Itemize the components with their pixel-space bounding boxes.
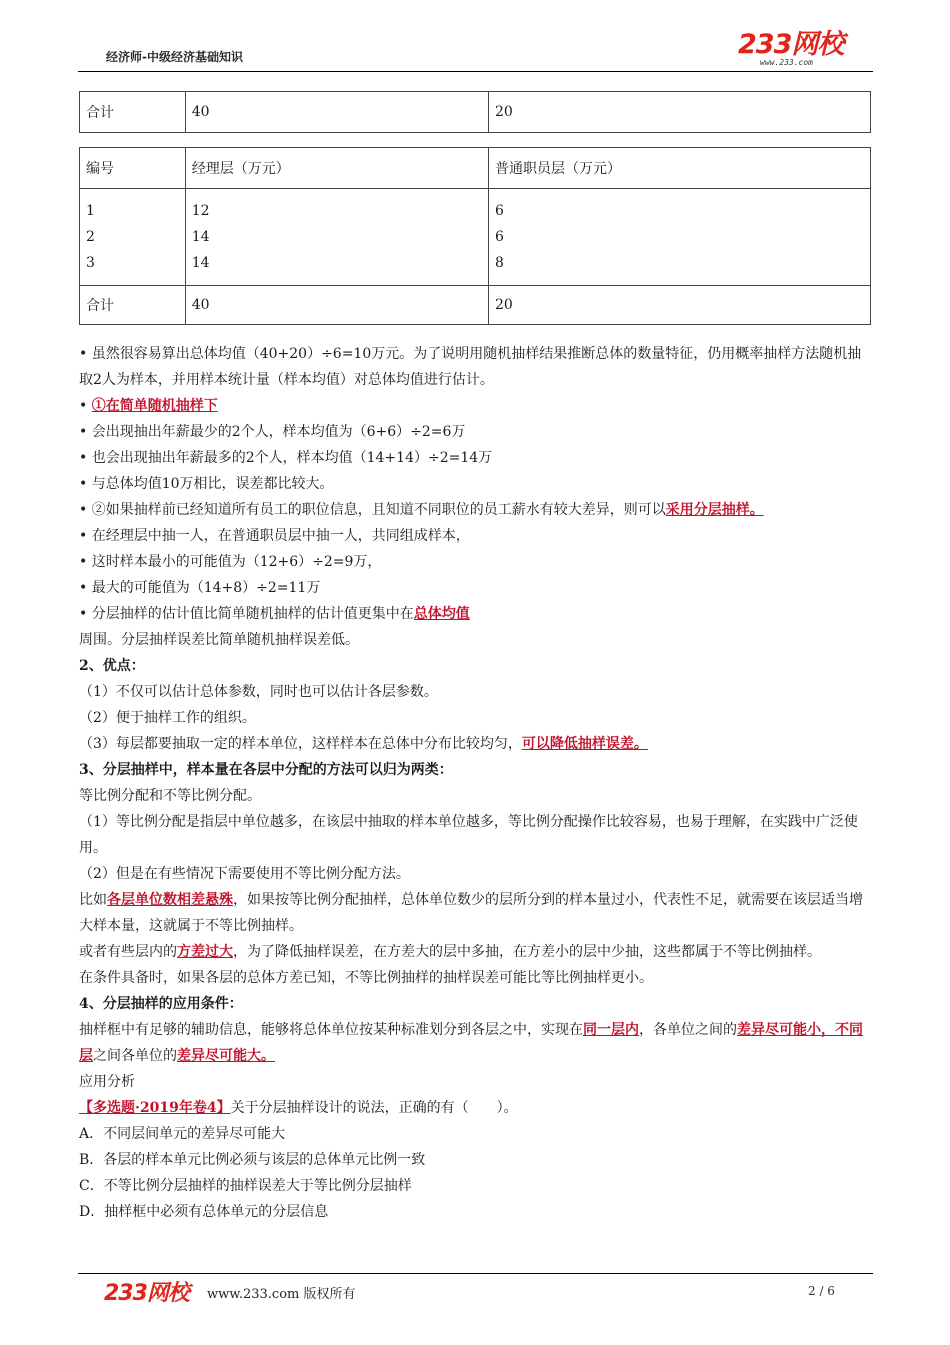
highlight-text: 差异尽可能大。 bbox=[177, 1048, 275, 1064]
text: （3）每层都要抽取一定的样本单位，这样样本在总体中分布比较均匀， bbox=[79, 736, 522, 752]
table-cell: 合计 bbox=[80, 92, 186, 133]
paragraph bbox=[79, 497, 874, 523]
paragraph: 周围。分层抽样误差比简单随机抽样误差低。 bbox=[79, 632, 359, 648]
paragraph bbox=[79, 939, 874, 965]
brand-logo[interactable] bbox=[738, 30, 873, 74]
logo-chinese: 网校 bbox=[791, 29, 844, 60]
logo-url: www.233.com bbox=[760, 58, 813, 67]
text: 抽样框中有足够的辅助信息，能够将总体单位按某种标准划分到各层之中，实现在 bbox=[79, 1022, 583, 1038]
paragraph: • 最大的可能值为（14+8）÷2=11万 bbox=[79, 580, 321, 596]
table-cell: 20 bbox=[488, 286, 870, 325]
highlight-text: 可以降低抽样误差。 bbox=[521, 736, 648, 752]
footer-divider bbox=[78, 1273, 873, 1274]
table-cell: 合计 bbox=[80, 286, 186, 325]
highlight-text: 同一层内 bbox=[583, 1022, 639, 1038]
cell-value: 14 bbox=[191, 255, 210, 271]
header-title: 经济师-中级经济基础知识 bbox=[106, 50, 243, 64]
page-number: 2 / 6 bbox=[808, 1284, 835, 1298]
highlight-text: ①在简单随机抽样下 bbox=[91, 398, 218, 414]
document-body bbox=[79, 341, 874, 1225]
paragraph: • 虽然很容易算出总体均值（40+20）÷6=10万元。为了说明用随机抽样结果推断总体的数量特征，仍用概率抽样方法随机抽取2人为样本，并用样本统计量（样本均值）对总体均值进行估计。 bbox=[79, 346, 862, 388]
footer-copyright: www.233.com 版权所有 bbox=[207, 1287, 356, 1302]
paragraph bbox=[79, 601, 874, 627]
table-cell: 40 bbox=[185, 92, 488, 133]
paragraph: • 在经理层中抽一人，在普通职员层中抽一人，共同组成样本， bbox=[79, 528, 470, 544]
paragraph: （2）但是在有些情况下需要使用不等比例分配方法。 bbox=[79, 866, 410, 882]
highlight-text: 方差过大 bbox=[177, 944, 233, 960]
cell-value: 6 bbox=[494, 203, 504, 219]
paragraph: 在条件具备时，如果各层的总体方差已知，不等比例抽样的抽样误差可能比等比例抽样更小。 bbox=[79, 970, 653, 986]
paragraph bbox=[79, 393, 874, 419]
question-text: 关于分层抽样设计的说法，正确的有（ ）。 bbox=[230, 1100, 518, 1116]
cell-value: 8 bbox=[494, 255, 504, 271]
section-heading: 4、分层抽样的应用条件： bbox=[79, 996, 243, 1012]
option-a: A．不同层间单元的差异尽可能大 bbox=[79, 1126, 286, 1142]
section-heading: 3、分层抽样中，样本量在各层中分配的方法可以归为两类： bbox=[79, 762, 453, 778]
cell-value: 6 bbox=[494, 229, 504, 245]
text: ，各单位之间的 bbox=[639, 1022, 737, 1038]
text: 或者有些层内的 bbox=[79, 944, 177, 960]
column-header: 普通职员层（万元） bbox=[488, 148, 870, 189]
paragraph: 等比例分配和不等比例分配。 bbox=[79, 788, 261, 804]
paragraph bbox=[79, 1017, 874, 1069]
header-divider bbox=[78, 71, 873, 72]
highlight-text: 总体均值 bbox=[413, 606, 470, 622]
table-cell: 40 bbox=[185, 286, 488, 325]
text: • 分层抽样的估计值比简单随机抽样的估计值更集中在 bbox=[79, 606, 414, 622]
paragraph: • 会出现抽出年薪最少的2个人，样本均值为（6+6）÷2=6万 bbox=[79, 424, 466, 440]
option-d: D．抽样框中必须有总体单元的分层信息 bbox=[79, 1204, 329, 1220]
column-header: 编号 bbox=[80, 148, 186, 189]
total-table-top bbox=[79, 91, 871, 133]
cell-value: 12 bbox=[191, 203, 210, 219]
text: 之间各单位的 bbox=[93, 1048, 177, 1064]
paragraph: （2）便于抽样工作的组织。 bbox=[79, 710, 256, 726]
option-b: B．各层的样本单元比例必须与该层的总体单元比例一致 bbox=[79, 1152, 426, 1168]
highlight-text: 各层单位数相差悬殊 bbox=[107, 892, 233, 908]
table-cell-staff bbox=[488, 189, 870, 286]
table-row bbox=[80, 189, 871, 286]
table-header-row bbox=[80, 148, 871, 189]
table-cell-manager bbox=[185, 189, 488, 286]
option-c: C．不等比例分层抽样的抽样误差大于等比例分层抽样 bbox=[79, 1178, 412, 1194]
table-row bbox=[80, 92, 871, 133]
text: • ②如果抽样前已经知道所有员工的职位信息，且知道不同职位的员工薪水有较大差异，则可以 bbox=[79, 502, 666, 518]
paragraph: • 与总体均值10万相比，误差都比较大。 bbox=[79, 476, 334, 492]
cell-value: 3 bbox=[86, 255, 95, 271]
paragraph: （1）不仅可以估计总体参数，同时也可以估计各层参数。 bbox=[79, 684, 438, 700]
table-cell-ids bbox=[80, 189, 186, 286]
cell-value: 14 bbox=[191, 229, 210, 245]
highlight-text: 采用分层抽样。 bbox=[665, 502, 764, 518]
highlight-text: 差异尽可能小，不同层 bbox=[79, 1022, 863, 1064]
cell-value: 2 bbox=[86, 229, 95, 245]
paragraph: • 这时样本最小的可能值为（12+6）÷2=9万， bbox=[79, 554, 382, 570]
column-header: 经理层（万元） bbox=[185, 148, 488, 189]
section-heading: 2、优点： bbox=[79, 658, 145, 674]
logo-number: 233 bbox=[738, 29, 792, 60]
question bbox=[79, 1095, 874, 1121]
table-total-row bbox=[80, 286, 871, 325]
footer-logo[interactable]: 233网校 bbox=[104, 1281, 189, 1306]
paragraph: （1）等比例分配是指层中单位越多，在该层中抽取的样本单位越多，等比例分配操作比较容易，也易于理解，在实践中广泛使用。 bbox=[79, 814, 858, 856]
text: ，为了降低抽样误差，在方差大的层中多抽，在方差小的层中少抽，这些都属于不等比例抽样。 bbox=[233, 944, 821, 960]
bullet: • bbox=[79, 398, 92, 414]
paragraph: 应用分析 bbox=[79, 1074, 135, 1090]
paragraph bbox=[79, 887, 874, 939]
text: 比如 bbox=[79, 892, 107, 908]
text: ，如果按等比例分配抽样，总体单位数少的层所分到的样本量过小，代表性不足，就需要在该层适当增大样本量，这就属于不等比例抽样。 bbox=[79, 892, 863, 934]
question-tag: 【多选题·2019年卷4】 bbox=[79, 1100, 231, 1116]
table-cell: 20 bbox=[488, 92, 870, 133]
cell-value: 1 bbox=[86, 203, 95, 219]
paragraph: • 也会出现抽出年薪最多的2个人，样本均值（14+14）÷2=14万 bbox=[79, 450, 493, 466]
paragraph bbox=[79, 731, 874, 757]
salary-table bbox=[79, 147, 871, 325]
